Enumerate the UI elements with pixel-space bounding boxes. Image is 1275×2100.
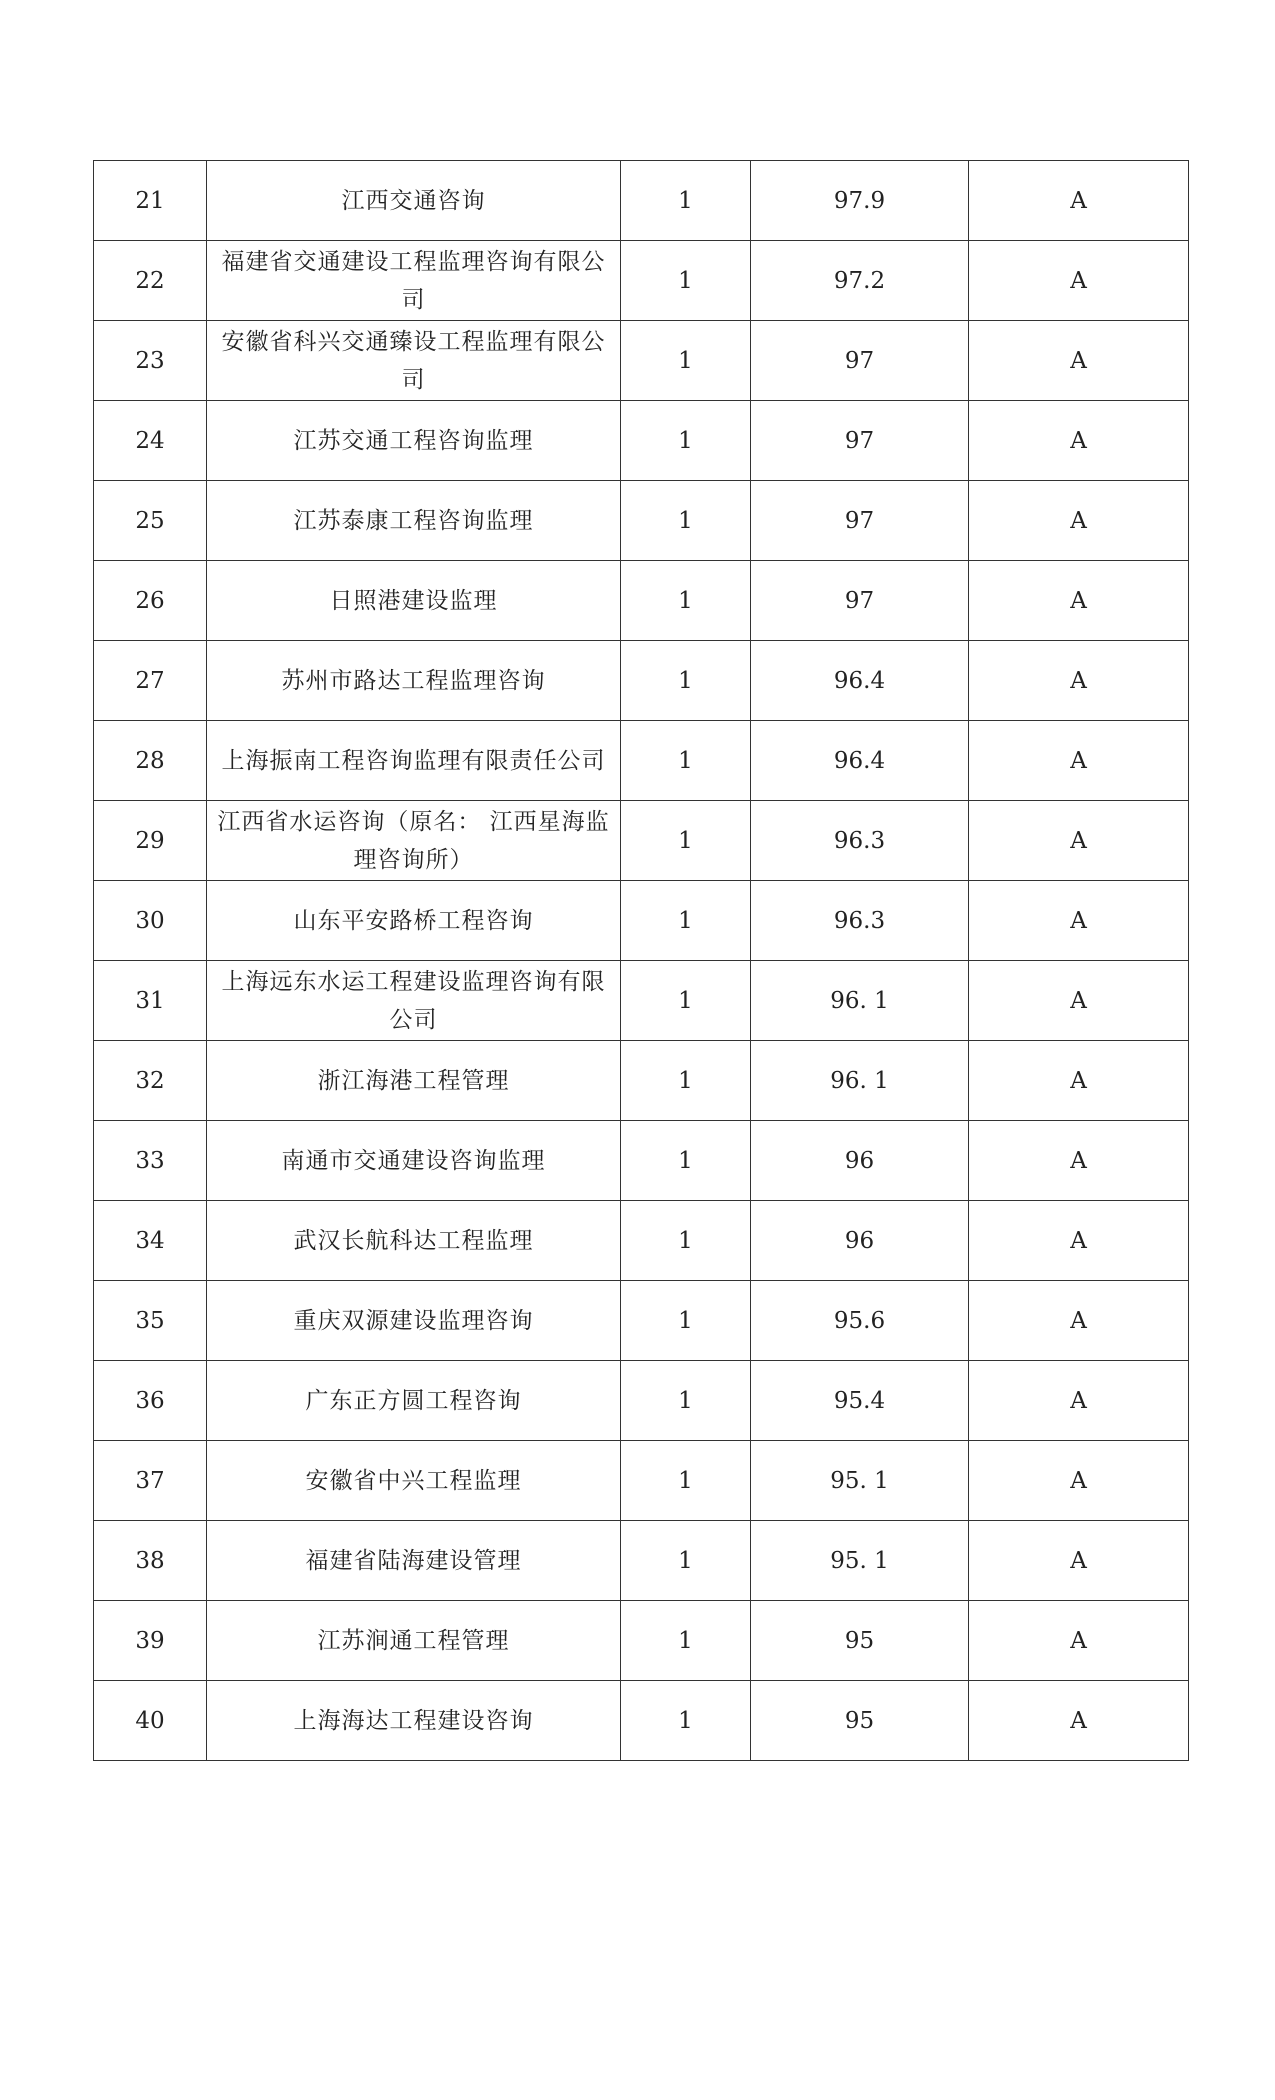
score-cell: 96. 1 (751, 1041, 969, 1121)
count-cell: 1 (621, 961, 751, 1041)
table-row (94, 1441, 1189, 1521)
score-cell: 97.9 (751, 161, 969, 241)
score-cell: 95 (751, 1601, 969, 1681)
row-number-cell: 22 (94, 241, 207, 321)
row-number-cell: 28 (94, 721, 207, 801)
score-cell: 97 (751, 321, 969, 401)
row-number-cell: 21 (94, 161, 207, 241)
row-number-cell: 24 (94, 401, 207, 481)
score-cell: 97 (751, 561, 969, 641)
score-cell: 97 (751, 401, 969, 481)
row-number-cell: 27 (94, 641, 207, 721)
score-cell: 96.4 (751, 721, 969, 801)
company-name-cell: 江苏泰康工程咨询监理 (207, 481, 621, 561)
table-row (94, 1601, 1189, 1681)
row-number-cell: 32 (94, 1041, 207, 1121)
grade-cell: A (969, 801, 1189, 881)
company-name-cell: 山东平安路桥工程咨询 (207, 881, 621, 961)
company-name-cell: 安徽省中兴工程监理 (207, 1441, 621, 1521)
company-name-cell: 安徽省科兴交通臻设工程监理有限公司 (207, 321, 621, 401)
score-cell: 95.4 (751, 1361, 969, 1441)
table-row (94, 1681, 1189, 1761)
score-cell: 97 (751, 481, 969, 561)
row-number-cell: 23 (94, 321, 207, 401)
company-name-cell: 江西省水运咨询（原名： 江西星海监理咨询所） (207, 801, 621, 881)
row-number-cell: 35 (94, 1281, 207, 1361)
grade-cell: A (969, 561, 1189, 641)
table-row (94, 1121, 1189, 1201)
table-body (94, 161, 1189, 1761)
table-row (94, 321, 1189, 401)
company-name-cell: 福建省陆海建设管理 (207, 1521, 621, 1601)
count-cell: 1 (621, 321, 751, 401)
table-row (94, 561, 1189, 641)
count-cell: 1 (621, 1681, 751, 1761)
table-row (94, 641, 1189, 721)
table-row (94, 241, 1189, 321)
count-cell: 1 (621, 1201, 751, 1281)
company-name-cell: 苏州市路达工程监理咨询 (207, 641, 621, 721)
table-row (94, 961, 1189, 1041)
score-cell: 95.6 (751, 1281, 969, 1361)
table-row (94, 1281, 1189, 1361)
table-row (94, 481, 1189, 561)
company-name-cell: 重庆双源建设监理咨询 (207, 1281, 621, 1361)
count-cell: 1 (621, 1281, 751, 1361)
row-number-cell: 36 (94, 1361, 207, 1441)
grade-cell: A (969, 1441, 1189, 1521)
count-cell: 1 (621, 1441, 751, 1521)
company-name-cell: 上海振南工程咨询监理有限责任公司 (207, 721, 621, 801)
ranking-table (93, 160, 1189, 1761)
grade-cell: A (969, 1201, 1189, 1281)
table-row (94, 161, 1189, 241)
ranking-table-container (93, 160, 1188, 1761)
score-cell: 96 (751, 1201, 969, 1281)
company-name-cell: 上海远东水运工程建设监理咨询有限公司 (207, 961, 621, 1041)
row-number-cell: 34 (94, 1201, 207, 1281)
count-cell: 1 (621, 721, 751, 801)
row-number-cell: 38 (94, 1521, 207, 1601)
row-number-cell: 31 (94, 961, 207, 1041)
count-cell: 1 (621, 1361, 751, 1441)
score-cell: 95 (751, 1681, 969, 1761)
grade-cell: A (969, 881, 1189, 961)
company-name-cell: 日照港建设监理 (207, 561, 621, 641)
score-cell: 95. 1 (751, 1441, 969, 1521)
count-cell: 1 (621, 1041, 751, 1121)
grade-cell: A (969, 1681, 1189, 1761)
score-cell: 96. 1 (751, 961, 969, 1041)
score-cell: 96.3 (751, 881, 969, 961)
grade-cell: A (969, 161, 1189, 241)
company-name-cell: 江苏涧通工程管理 (207, 1601, 621, 1681)
grade-cell: A (969, 1281, 1189, 1361)
company-name-cell: 南通市交通建设咨询监理 (207, 1121, 621, 1201)
grade-cell: A (969, 1601, 1189, 1681)
count-cell: 1 (621, 401, 751, 481)
row-number-cell: 40 (94, 1681, 207, 1761)
row-number-cell: 26 (94, 561, 207, 641)
count-cell: 1 (621, 1521, 751, 1601)
row-number-cell: 33 (94, 1121, 207, 1201)
count-cell: 1 (621, 561, 751, 641)
grade-cell: A (969, 1121, 1189, 1201)
table-row (94, 721, 1189, 801)
grade-cell: A (969, 481, 1189, 561)
grade-cell: A (969, 401, 1189, 481)
grade-cell: A (969, 961, 1189, 1041)
score-cell: 96 (751, 1121, 969, 1201)
table-row (94, 881, 1189, 961)
row-number-cell: 37 (94, 1441, 207, 1521)
table-row (94, 401, 1189, 481)
company-name-cell: 广东正方圆工程咨询 (207, 1361, 621, 1441)
company-name-cell: 上海海达工程建设咨询 (207, 1681, 621, 1761)
grade-cell: A (969, 1361, 1189, 1441)
row-number-cell: 25 (94, 481, 207, 561)
table-row (94, 801, 1189, 881)
grade-cell: A (969, 721, 1189, 801)
score-cell: 96.3 (751, 801, 969, 881)
company-name-cell: 武汉长航科达工程监理 (207, 1201, 621, 1281)
table-row (94, 1521, 1189, 1601)
company-name-cell: 江西交通咨询 (207, 161, 621, 241)
count-cell: 1 (621, 241, 751, 321)
company-name-cell: 福建省交通建设工程监理咨询有限公司 (207, 241, 621, 321)
table-row (94, 1201, 1189, 1281)
score-cell: 96.4 (751, 641, 969, 721)
count-cell: 1 (621, 641, 751, 721)
count-cell: 1 (621, 481, 751, 561)
grade-cell: A (969, 321, 1189, 401)
grade-cell: A (969, 641, 1189, 721)
grade-cell: A (969, 241, 1189, 321)
count-cell: 1 (621, 1121, 751, 1201)
company-name-cell: 江苏交通工程咨询监理 (207, 401, 621, 481)
count-cell: 1 (621, 161, 751, 241)
grade-cell: A (969, 1521, 1189, 1601)
table-row (94, 1041, 1189, 1121)
count-cell: 1 (621, 1601, 751, 1681)
score-cell: 97.2 (751, 241, 969, 321)
row-number-cell: 39 (94, 1601, 207, 1681)
grade-cell: A (969, 1041, 1189, 1121)
score-cell: 95. 1 (751, 1521, 969, 1601)
count-cell: 1 (621, 801, 751, 881)
row-number-cell: 29 (94, 801, 207, 881)
company-name-cell: 浙江海港工程管理 (207, 1041, 621, 1121)
table-row (94, 1361, 1189, 1441)
count-cell: 1 (621, 881, 751, 961)
row-number-cell: 30 (94, 881, 207, 961)
